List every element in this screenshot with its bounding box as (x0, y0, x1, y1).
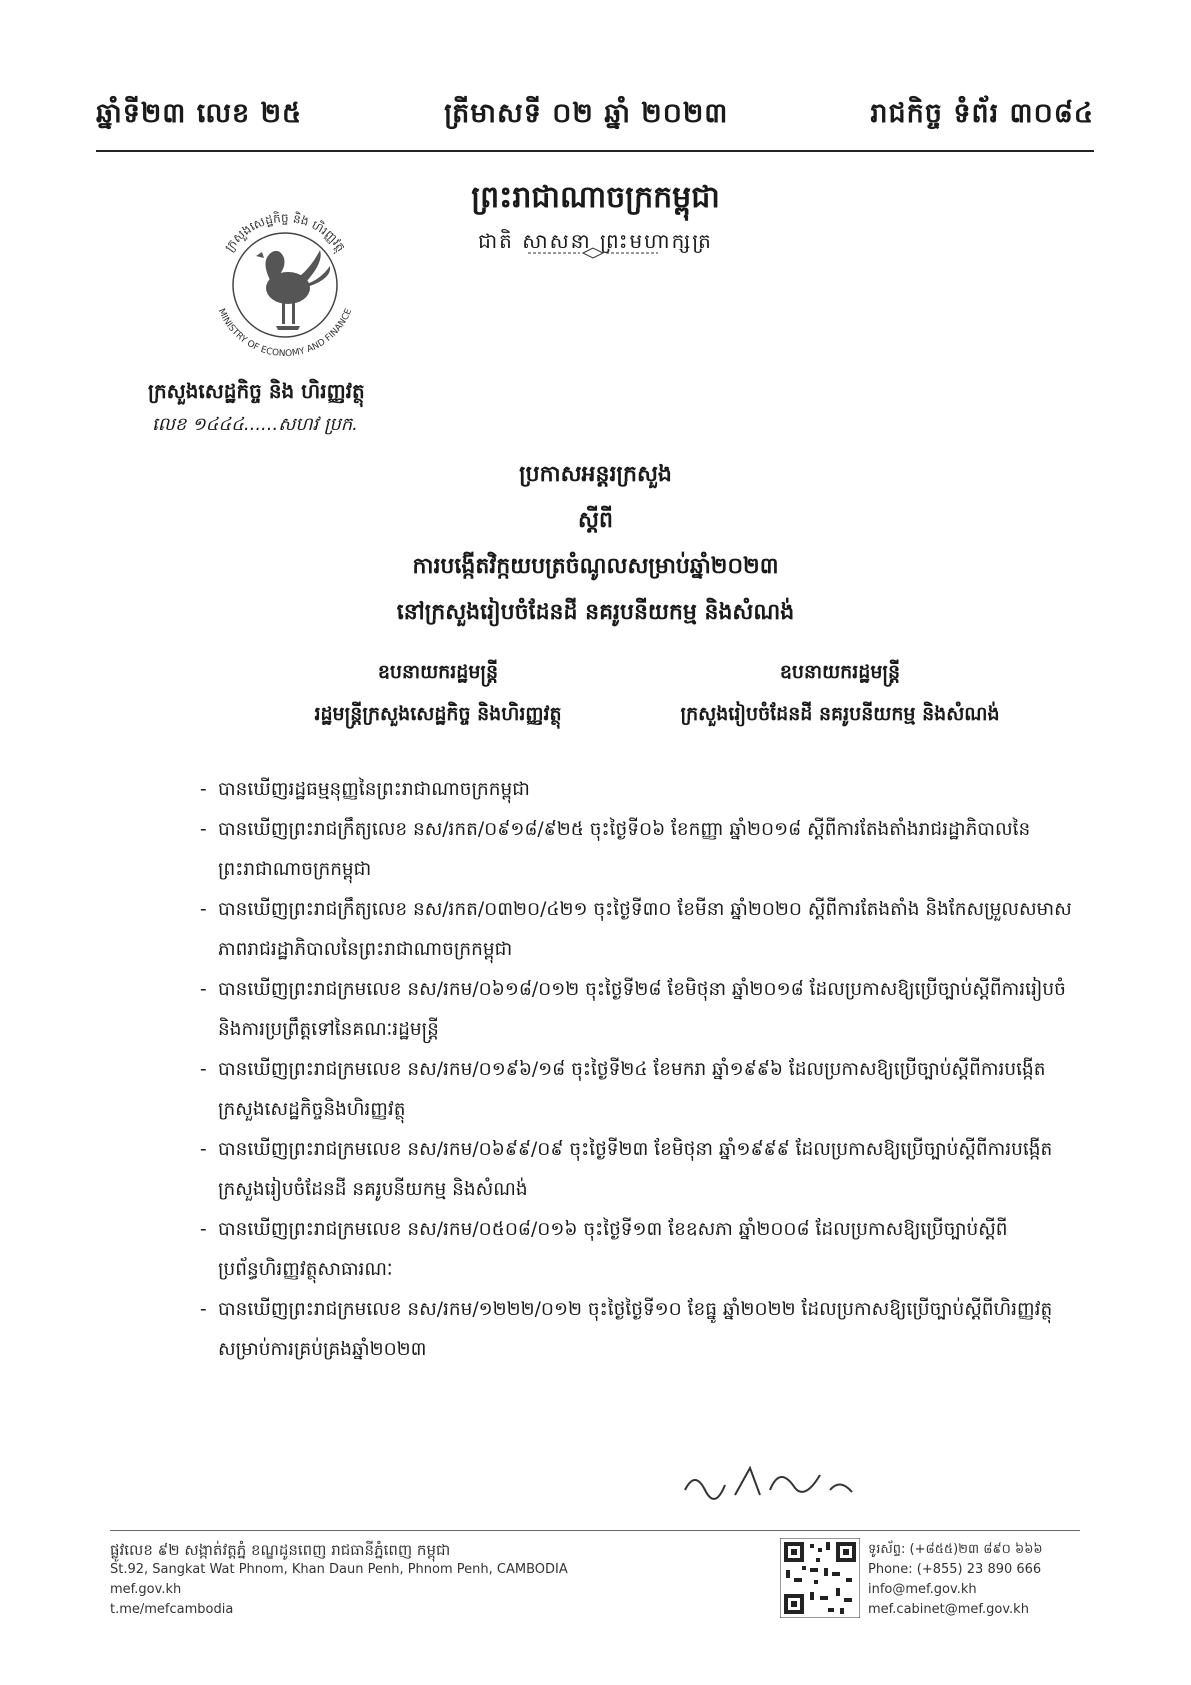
kingdom-heading (0, 178, 1191, 258)
signatory-left (258, 660, 618, 744)
ornament-divider-icon (528, 247, 658, 259)
phone-kh: ទូរស័ព្ទ: (+៨៥៥)២៣ ៨៩០ ៦៦៦ (868, 1542, 1043, 1557)
kingdom-name: ព្រះរាជាណាចក្រកម្ពុជា (471, 180, 720, 215)
signatory-right (630, 660, 1050, 744)
issue-date: ត្រីមាសទី ០២ ឆ្នាំ ២០២៣ (444, 97, 729, 129)
ref-number: ១៤៤៤ (192, 414, 244, 435)
signatory-right-role: ក្រសួងរៀបចំដែនដី នគរូបនីយកម្ម និងសំណង់ (680, 703, 1000, 725)
issue-number: ឆ្នាំទី២៣ លេខ ២៥ (96, 97, 303, 129)
page-number: រាជកិច្ច ទំព័រ ៣០៨៤ (870, 97, 1094, 129)
seal-text-en: MINISTRY OF ECONOMY AND FINANCE (215, 307, 355, 360)
ref-suffix: សហវ (278, 414, 319, 435)
gazette-header (96, 92, 1094, 140)
seal-text-kh: ក្រសួងសេដ្ឋកិច្ច និង ហិរញ្ញវត្ថុ (221, 210, 349, 255)
list-item: - បានឃើញព្រះរាជក្រមលេខ នស/រកម/០៥០៨/០១៦ ចុះថ្ងៃទី១៣ ខែឧសភា ឆ្នាំ២០០៨ ដែលប្រកាសឱ្យប្រើច្បាប់ស្តីពីប្រព័ន្ធហិរញ្ញវត្ថុសាធារណៈ (200, 1210, 1080, 1290)
list-item: - បានឃើញរដ្ឋធម្មនុញ្ញនៃព្រះរាជាណាចក្រកម្ពុជា (200, 770, 1080, 810)
address-kh: ផ្លូវលេខ ៩២ សង្កាត់វត្តភ្នំ ខណ្ឌដូនពេញ រាជធានីភ្នំពេញ កម្ពុជា (110, 1541, 451, 1559)
ref-handwritten: ប្រក. (323, 414, 358, 435)
signatory-right-rank: ឧបនាយករដ្ឋមន្ត្រី (779, 661, 901, 683)
list-item: - បានឃើញព្រះរាជក្រឹត្យលេខ នស/រកត/០៩១៨/៩២៥ ចុះថ្ងៃទី០៦ ខែកញ្ញា ឆ្នាំ២០១៨ ស្តីពីការតែងតាំងរាជរដ្ឋាភិបាលនៃព្រះរាជាណាចក្រកម្ពុជា (200, 810, 1080, 890)
ministry-name: ក្រសួងសេដ្ឋកិច្ច និង ហិរញ្ញវត្ថុ (148, 379, 365, 403)
ministry-seal-icon (200, 200, 370, 370)
document-title (0, 460, 1191, 644)
title-line-4: នៅក្រសួងរៀបចំដែនដី នគរូបនីយកម្ម និងសំណង់ (396, 599, 795, 625)
footer-contact (868, 1540, 1043, 1620)
footer-divider (110, 1530, 1080, 1531)
title-line-3: ការបង្កើតវិក្កយបត្រចំណូលសម្រាប់ឆ្នាំ២០២៣ (412, 553, 779, 579)
footer-address (110, 1540, 568, 1620)
list-item: - បានឃើញព្រះរាជក្រឹត្យលេខ នស/រកត/០៣២០/៤២១ ចុះថ្ងៃទី៣០ ខែមីនា ឆ្នាំ២០២០ ស្តីពីការតែងតាំង និងកែសម្រួលសមាសភាពរាជរដ្ឋាភិបាលនៃព្រះរាជាណាចក្រកម្ពុជា (200, 890, 1080, 970)
qr-code-icon (780, 1538, 860, 1618)
national-motto: ជាតិ សាសនា ព្រះមហាក្សត្រ (478, 229, 713, 253)
email-info[interactable]: info@mef.gov.kh (868, 1582, 977, 1597)
telegram-link[interactable]: t.me/mefcambodia (110, 1602, 234, 1617)
ref-dots: ...... (243, 414, 279, 435)
handwritten-initials-icon (680, 1460, 860, 1505)
title-line-2: ស្តីពី (578, 507, 613, 533)
list-item: - បានឃើញព្រះរាជក្រមលេខ នស/រកម/១២២២/០១២ ចុះថ្ងៃថ្ងៃទី១០ ខែធ្នូ ឆ្នាំ២០២២ ដែលប្រកាសឱ្យប្រើច្បាប់ស្តីពីហិរញ្ញវត្ថុសម្រាប់ការគ្រប់គ្រងឆ្នាំ២០២៣ (200, 1290, 1080, 1370)
considerations-list (200, 770, 1080, 1370)
reference-number (152, 412, 358, 439)
signatory-left-rank: ឧបនាយករដ្ឋមន្ត្រី (377, 661, 499, 683)
list-item: - បានឃើញព្រះរាជក្រមលេខ នស/រកម/០៦៩៩/០៩ ចុះថ្ងៃទី២៣ ខែមិថុនា ឆ្នាំ១៩៩៩ ដែលប្រកាសឱ្យប្រើច្បាប់ស្តីពីការបង្កើតក្រសួងរៀបចំដែនដី នគរូបនីយកម្ម និងសំណង់ (200, 1130, 1080, 1210)
email-cabinet[interactable]: mef.cabinet@mef.gov.kh (868, 1602, 1029, 1617)
ref-label: លេខ (152, 414, 187, 435)
phone-en: Phone: (+855) 23 890 666 (868, 1562, 1042, 1577)
list-item: - បានឃើញព្រះរាជក្រមលេខ នស/រកម/០១៩៦/១៨ ចុះថ្ងៃទី២៤ ខែមករា ឆ្នាំ១៩៩៦ ដែលប្រកាសឱ្យប្រើច្បាប់ស្តីពីការបង្កើតក្រសួងសេដ្ឋកិច្ចនិងហិរញ្ញវត្ថុ (200, 1050, 1080, 1130)
title-line-1: ប្រកាសអន្តរក្រសួង (519, 461, 672, 487)
address-en: St.92, Sangkat Wat Phnom, Khan Daun Penh, Phnom Penh, CAMBODIA (110, 1562, 568, 1577)
website-link[interactable]: mef.gov.kh (110, 1582, 182, 1597)
header-divider (96, 150, 1094, 152)
list-item: - បានឃើញព្រះរាជក្រមលេខ នស/រកម/០៦១៨/០១២ ចុះថ្ងៃទី២៨ ខែមិថុនា ឆ្នាំ២០១៨ ដែលប្រកាសឱ្យប្រើច្បាប់ស្តីពីការរៀបចំ និងការប្រព្រឹត្តទៅនៃគណៈរដ្ឋមន្ត្រី (200, 970, 1080, 1050)
signatory-left-role: រដ្ឋមន្ត្រីក្រសួងសេដ្ឋកិច្ច និងហិរញ្ញវត្ថុ (314, 703, 562, 725)
